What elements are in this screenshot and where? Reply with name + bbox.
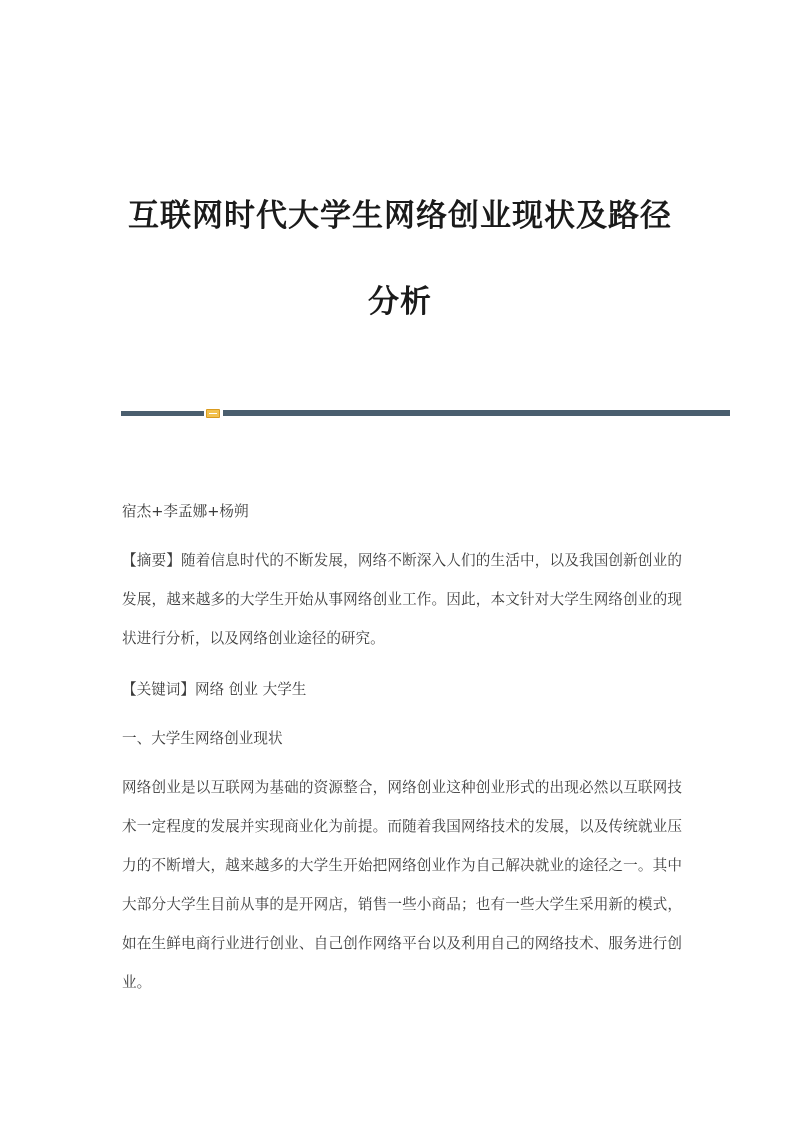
section-heading-1: 一、大学生网络创业现状 bbox=[122, 730, 283, 747]
divider-bar-left bbox=[121, 411, 204, 416]
section-body-1: 网络创业是以互联网为基础的资源整合，网络创业这种创业形式的出现必然以互联网技术一定程度的发展并实现商业化为前提。而随着我国网络技术的发展，以及传统就业压力的不断增大，越来越多的大学生开始把网络创业作为自己解决就业的途径之一。其中大部分大学生目前从事的是开网店，销售一些小商品；也有一些大学生采用新的模式，如在生鲜电商行业进行创业、自己创作网络平台以及利用自己的网络技术、服务进行创业。 bbox=[122, 779, 682, 991]
keywords: 【关键词】网络 创业 大学生 bbox=[122, 681, 307, 698]
title-divider bbox=[121, 409, 730, 417]
paper-title-line-2: 分析 bbox=[368, 284, 432, 320]
authors: 宿杰+李孟娜+杨朔 bbox=[122, 503, 249, 520]
folder-icon bbox=[206, 409, 220, 418]
paper-title-line-1: 互联网时代大学生网络创业现状及路径 bbox=[128, 198, 672, 234]
abstract: 【摘要】随着信息时代的不断发展，网络不断深入人们的生活中，以及我国创新创业的发展，越来越多的大学生开始从事网络创业工作。因此，本文针对大学生网络创业的现状进行分析，以及网络创业途径的研究。 bbox=[122, 552, 682, 647]
divider-bar-right bbox=[223, 410, 730, 416]
